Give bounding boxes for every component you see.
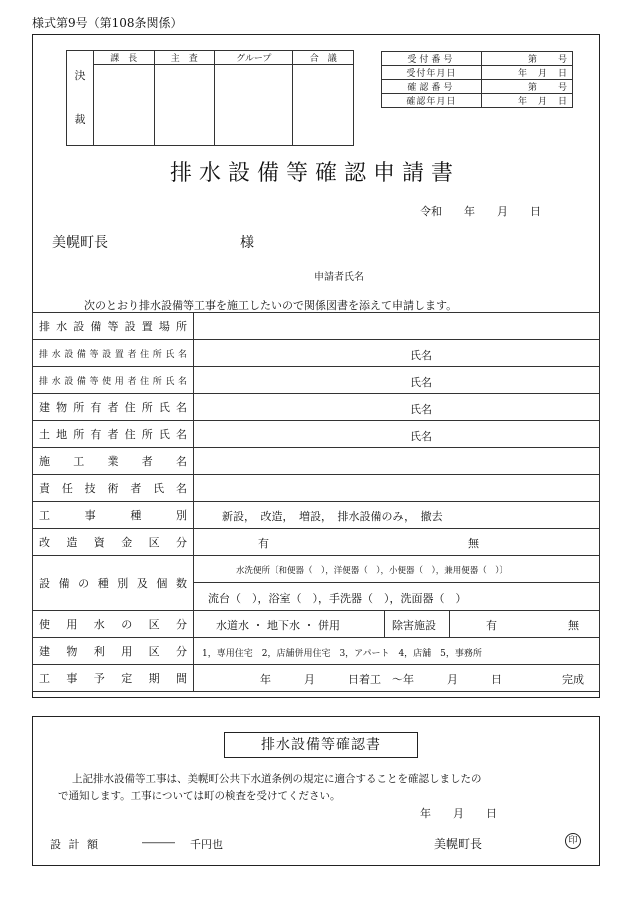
registry-label: 受付年月日	[382, 66, 482, 80]
table-row	[33, 556, 600, 611]
location-field[interactable]	[194, 313, 600, 340]
land-owner-field[interactable]	[194, 421, 600, 448]
table-row	[33, 475, 600, 502]
approval-stamp-gogi[interactable]	[293, 65, 354, 146]
registry-value[interactable]: 第 号	[481, 80, 572, 94]
name-label: 氏名	[410, 403, 432, 416]
water-field[interactable]	[194, 611, 600, 638]
approval-col-shusa: 主 査	[154, 51, 215, 65]
approval-stamp-shusa[interactable]	[154, 65, 215, 146]
table-row	[33, 638, 600, 665]
equipment-toilets[interactable]: 水洗便所〔和便器（ ），洋便器（ ），小便器（ ），兼用便器（ ）〕	[236, 566, 509, 576]
addressee-honorific: 様	[240, 235, 254, 251]
table-row	[33, 665, 600, 692]
page-title: 排水設備等確認申請書	[169, 161, 460, 186]
removal-yes[interactable]: 有	[486, 619, 497, 632]
approval-col-group: グループ	[215, 51, 293, 65]
table-row	[33, 421, 600, 448]
row-label: 施工業者名	[33, 448, 194, 475]
table-row	[33, 340, 600, 367]
design-amount-dash: ―――	[142, 836, 175, 849]
name-label: 氏名	[410, 376, 432, 389]
application-table	[32, 312, 600, 692]
table-row	[33, 529, 600, 556]
kessai-label: 決 裁	[67, 51, 94, 146]
approval-col-kacho: 課 長	[94, 51, 155, 65]
certificate-body-1: 上記排水設備等工事は、美幌町公共下水道条例の規定に適合することを確認しましたの	[72, 773, 482, 785]
intro-text: 次のとおり排水設備等工事を施工したいので関係図書を添えて申請します。	[84, 299, 458, 312]
fund-no[interactable]: 無	[468, 537, 479, 550]
approval-col-gogi: 合 議	[293, 51, 354, 65]
row-label: 建物利用区分	[33, 638, 194, 665]
row-label: 使用水の区分	[33, 611, 194, 638]
fund-yes[interactable]: 有	[258, 537, 269, 550]
approval-stamp-group[interactable]	[215, 65, 293, 146]
registry-value[interactable]: 年 月 日	[481, 66, 572, 80]
row-label: 設備の種別及個数	[33, 556, 194, 611]
row-label: 排水設備等使用者住所氏名	[33, 367, 194, 394]
registry-box	[381, 51, 573, 108]
row-label: 排水設備等設置者住所氏名	[33, 340, 194, 367]
date-line[interactable]: 令和 年 月 日	[420, 205, 541, 218]
water-options[interactable]: 水道水 ・ 地下水 ・ 併用	[216, 619, 340, 632]
addressee: 美幌町長	[52, 235, 108, 251]
schedule-field[interactable]	[194, 665, 600, 692]
schedule-dates[interactable]: 年 月 日着工 ～年 月 日	[260, 673, 502, 686]
row-label: 土地所有者住所氏名	[33, 421, 194, 448]
row-label: 排水設備等設置場所	[33, 313, 194, 340]
name-label: 氏名	[410, 349, 432, 362]
registry-value[interactable]: 年 月 日	[481, 94, 572, 108]
contractor-field[interactable]	[194, 448, 600, 475]
form-number: 様式第9号（第108条関係）	[32, 16, 183, 30]
design-amount-unit: 千円也	[190, 838, 223, 851]
row-label: 建物所有者住所氏名	[33, 394, 194, 421]
approval-box	[66, 50, 354, 146]
certificate-mayor: 美幌町長	[434, 837, 483, 851]
row-label: 工事種別	[33, 502, 194, 529]
work-type-field[interactable]	[194, 502, 600, 529]
applicant-label: 申請者氏名	[314, 272, 364, 283]
work-type-options[interactable]: 新設， 改造， 増設， 排水設備のみ， 撤去	[222, 510, 443, 523]
table-row	[33, 502, 600, 529]
certificate-date[interactable]: 年 月 日	[420, 807, 497, 820]
equipment-fixtures[interactable]: 流台（ ），浴室（ ），手洗器（ ），洗面器（ ）	[208, 592, 467, 605]
table-row	[33, 313, 600, 340]
registry-value[interactable]: 第 号	[481, 52, 572, 66]
table-row	[33, 448, 600, 475]
certificate-title: 排水設備等確認書	[224, 732, 418, 758]
registry-label: 確認年月日	[382, 94, 482, 108]
row-label: 工事予定期間	[33, 665, 194, 692]
equipment-field[interactable]	[194, 556, 600, 611]
schedule-done: 完成	[562, 673, 584, 686]
name-label: 氏名	[410, 430, 432, 443]
installer-field[interactable]	[194, 340, 600, 367]
registry-label: 確認番号	[382, 80, 482, 94]
row-label: 責任技術者氏名	[33, 475, 194, 502]
table-row	[33, 367, 600, 394]
row-label: 改造資金区分	[33, 529, 194, 556]
building-use-field[interactable]	[194, 638, 600, 665]
building-owner-field[interactable]	[194, 394, 600, 421]
table-row	[33, 611, 600, 638]
fund-field[interactable]	[194, 529, 600, 556]
table-row	[33, 394, 600, 421]
seal-icon: 印	[565, 833, 581, 849]
user-field[interactable]	[194, 367, 600, 394]
removal-label: 除害施設	[392, 619, 436, 632]
design-amount-label: 設 計 額	[50, 838, 100, 851]
approval-stamp-kacho[interactable]	[94, 65, 155, 146]
certificate-body-2: で通知します。工事については町の検査を受けてください。	[58, 790, 341, 802]
removal-no[interactable]: 無	[568, 619, 579, 632]
engineer-field[interactable]	[194, 475, 600, 502]
building-use-options[interactable]: 1，専用住宅 2，店舗併用住宅 3，アパート 4，店舗 5，事務所	[202, 649, 482, 659]
registry-label: 受付番号	[382, 52, 482, 66]
